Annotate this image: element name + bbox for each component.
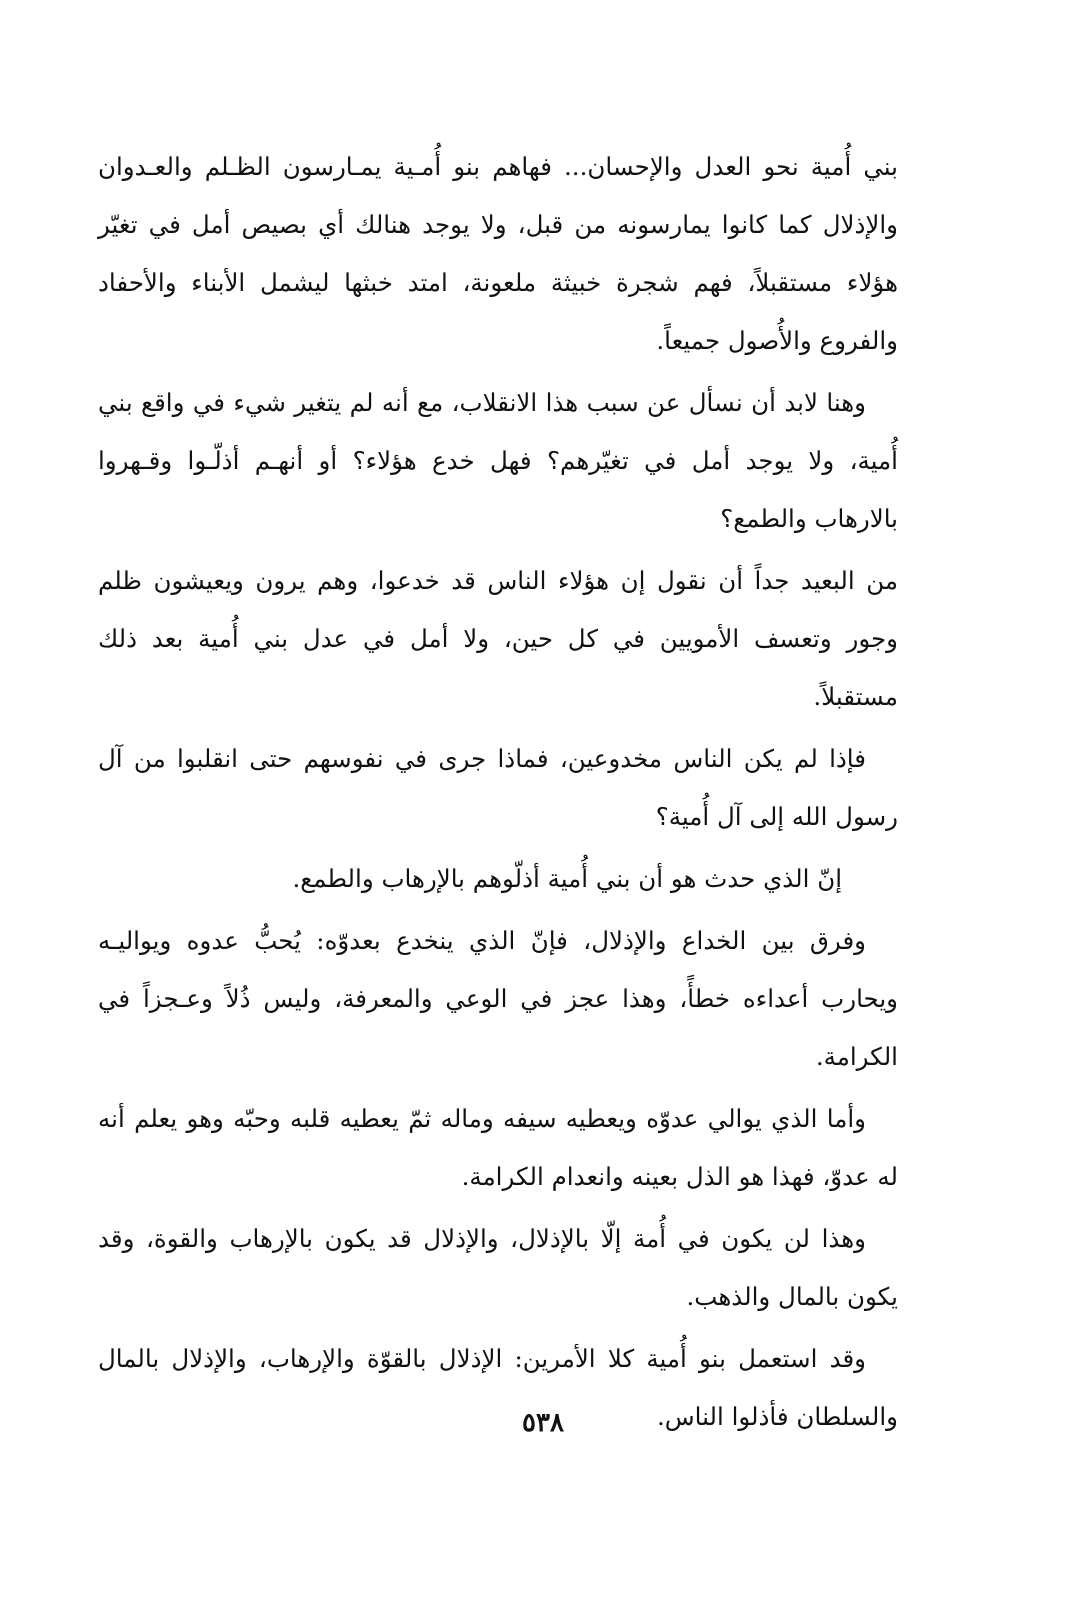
paragraph-3: من البعيد جداً أن نقول إن هؤلاء الناس قد خدعوا، وهم يرون ويعيشون ظلم وجور وتعسف الأمويين في كل حين، ولا أمل في عدل بني أُمية بعد ذلك مستقبلاً. — [98, 566, 898, 711]
paragraph-8: وهذا لن يكون في أُمة إلّا بالإذلال، والإذلال قد يكون بالإرهاب والقوة، وقد يكون بالمال والذهب. — [98, 1224, 898, 1311]
paragraph-4: فإذا لم يكن الناس مخدوعين، فماذا جرى في نفوسهم حتى انقلبوا من آل رسول الله إلى آل أُمية؟ — [98, 744, 898, 831]
paragraph-9: وقد استعمل بنو أُمية كلا الأمرين: الإذلال بالقوّة والإرهاب، والإذلال بالمال والسلطان فأذلوا الناس. — [98, 1344, 898, 1431]
paragraph-7: وأما الذي يوالي عدوّه ويعطيه سيفه وماله ثمّ يعطيه قلبه وحبّه وهو يعلم أنه له عدوّ، فهذا هو الذل بعينه وانعدام الكرامة. — [98, 1104, 898, 1191]
paragraph-5: إنّ الذي حدث هو أن بني أُمية أذلّوهم بالإرهاب والطمع. — [292, 864, 842, 893]
paragraph-2: وهنا لابد أن نسأل عن سبب هذا الانقلاب، مع أنه لم يتغير شيء في واقع بني أُمية، ولا يوجد أمل في تغيّرهم؟ فهل خدع هؤلاء؟ أو أنهـم أذلّـوا وقـهروا بالارهاب والطمع؟ — [98, 388, 898, 533]
page-number: ٥٣٨ — [522, 1408, 564, 1438]
paragraph-6: وفرق بين الخداع والإذلال، فإنّ الذي ينخدع بعدوّه: يُحبُّ عدوه ويواليـه ويحارب أعداءه خطأً، وهذا عجز في الوعي والمعرفة، وليس ذُلاً وعـجزاً في الكرامة. — [98, 926, 898, 1071]
paragraph-1: بني أُمية نحو العدل والإحسان... فهاهم بنو أُمـية يمـارسون الظـلم والعـدوان والإذلال كما كانوا يمارسونه من قبل، ولا يوجد هنالك أي بصيص أمل في تغيّر هؤلاء مستقبلاً، فهم شجرة خبيثة ملعونة، امتد خبثها ليشمل الأبناء والأحفاد والفروع والأُصول جميعاً. — [98, 152, 898, 355]
page-body — [98, 138, 898, 1450]
